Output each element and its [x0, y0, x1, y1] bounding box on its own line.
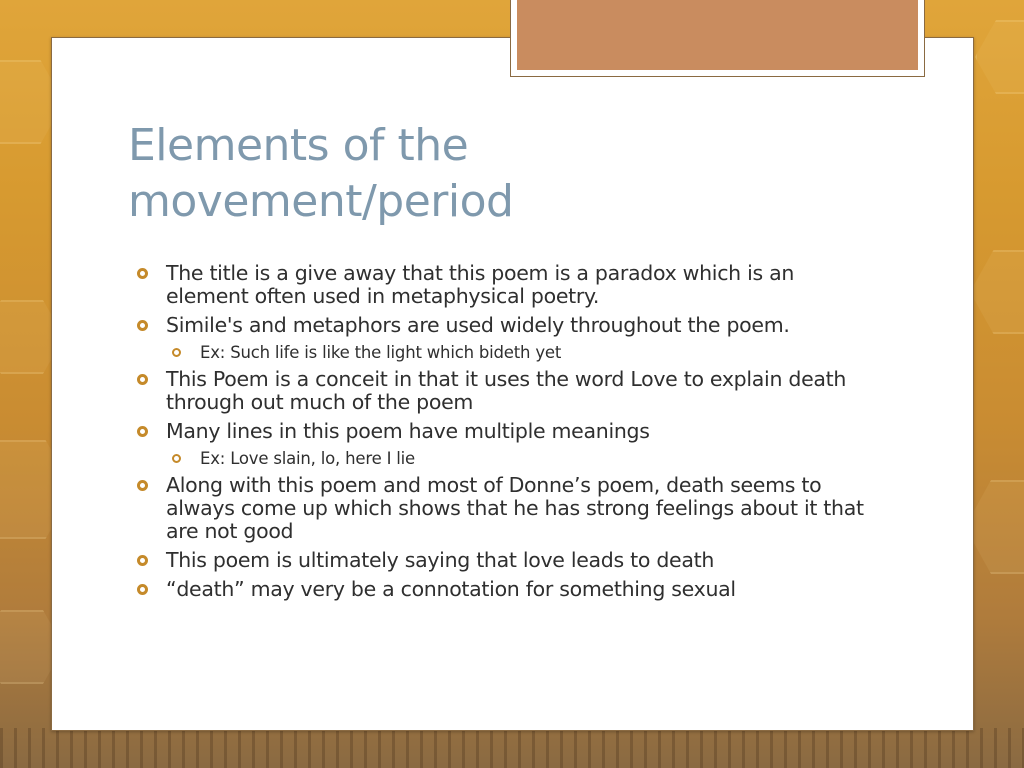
bullet-text: “death” may very be a connotation for something sexual [166, 577, 736, 601]
bullet-text: Many lines in this poem have multiple meanings [166, 419, 650, 443]
ring-bullet-icon [137, 480, 148, 491]
bullet-text: The title is a give away that this poem is a paradox which is an element often used in metaphysical poetry. [166, 261, 795, 308]
bullet-item [136, 262, 866, 308]
bullet-item [136, 420, 866, 443]
ring-bullet-icon [172, 454, 181, 463]
bullet-list [136, 262, 866, 607]
bullet-text: This poem is ultimately saying that love leads to death [166, 548, 715, 572]
bullet-item [136, 549, 866, 572]
sub-bullet-text: Ex: Love slain, lo, here I lie [200, 449, 416, 468]
bullet-item [136, 314, 866, 337]
bullet-item [136, 578, 866, 601]
background-stripes [0, 728, 1024, 768]
sub-bullet-text: Ex: Such life is like the light which bideth yet [200, 343, 562, 362]
background-hexagon [970, 250, 1024, 334]
bullet-text: This Poem is a conceit in that it uses the word Love to explain death through out much of the poem [166, 367, 847, 414]
ring-bullet-icon [137, 426, 148, 437]
ring-bullet-icon [137, 268, 148, 279]
bullet-text: Along with this poem and most of Donne’s poem, death seems to always come up which shows that he has strong feelings about it that are not good [166, 473, 864, 543]
bullet-item [136, 368, 866, 414]
accent-tab-fill [517, 0, 918, 70]
bullet-text: Simile's and metaphors are used widely throughout the poem. [166, 313, 790, 337]
ring-bullet-icon [172, 348, 181, 357]
ring-bullet-icon [137, 555, 148, 566]
ring-bullet-icon [137, 320, 148, 331]
slide-title: Elements of the movement/period [128, 120, 514, 227]
sub-bullet-item [136, 449, 866, 469]
sub-bullet-item [136, 343, 866, 363]
ring-bullet-icon [137, 374, 148, 385]
ring-bullet-icon [137, 584, 148, 595]
background-hexagon [975, 20, 1024, 94]
accent-tab [510, 0, 925, 77]
bullet-item [136, 474, 866, 543]
